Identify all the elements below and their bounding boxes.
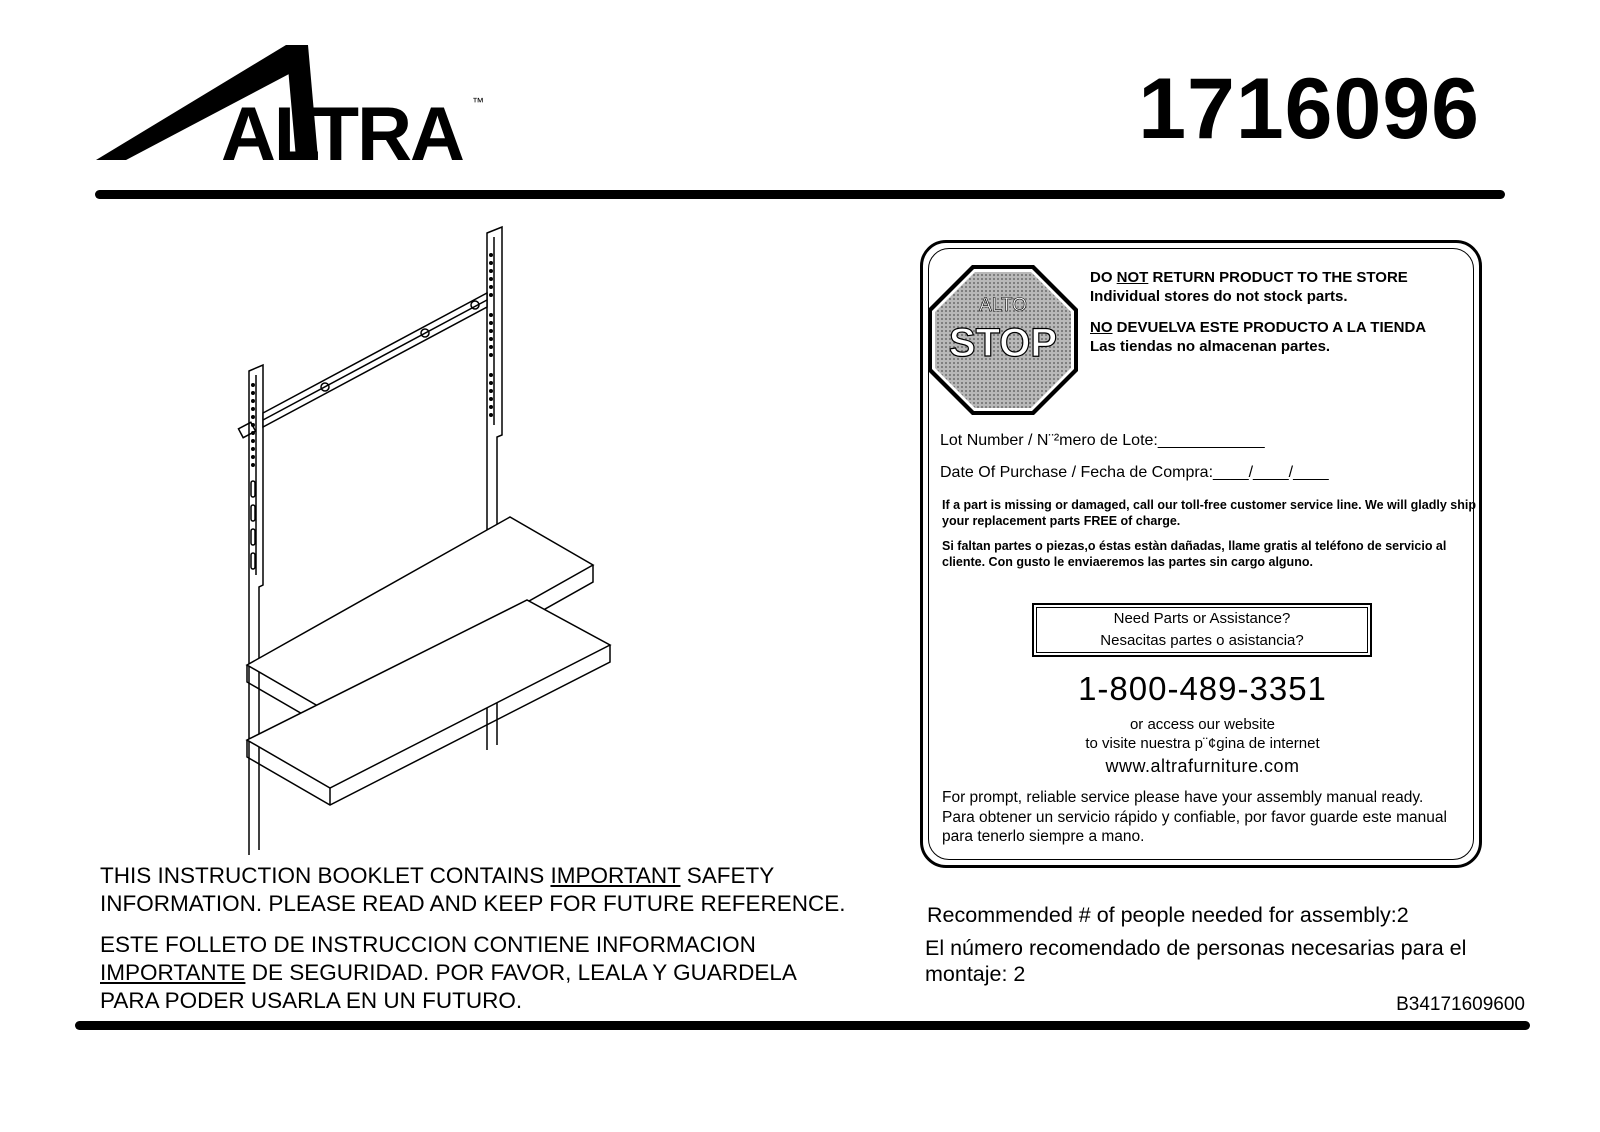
- stop-sign-icon: [928, 265, 1078, 415]
- altra-logo: [96, 40, 516, 170]
- safety-en-line1: THIS INSTRUCTION BOOKLET CONTAINS IMPORTANT SAFETY: [100, 863, 775, 888]
- prompt-service-es: Para obtener un servicio rápido y confiable, por favor guarde este manual para tenerlo siempre a mano.: [942, 809, 1447, 845]
- purchase-date-field: Date Of Purchase / Fecha de Compra:____/____/____: [940, 464, 1329, 481]
- assembly-people-en: Recommended # of people needed for assembly:2: [927, 903, 1409, 927]
- model-number: 1716096: [1138, 61, 1480, 157]
- assistance-es: Nesacitas partes o asistancia?: [1100, 632, 1304, 649]
- tv-stand-illustration: [225, 225, 645, 855]
- website-intro-es: to visite nuestra p¨¢gina de internet: [1085, 735, 1320, 752]
- no-stock-es: Las tiendas no almacenan partes.: [1090, 338, 1331, 355]
- no-stock-en: Individual stores do not stock parts.: [1090, 288, 1348, 305]
- website-intro-en: or access our website: [1129, 716, 1276, 733]
- no-return-es: NO DEVUELVA ESTE PRODUCTO A LA TIENDA: [1090, 319, 1427, 336]
- assembly-people-es-line2: montaje: 2: [925, 962, 1026, 986]
- missing-parts-en: If a part is missing or damaged, call our toll-free customer service line. We will gladly ship your replacement parts FREE of charge.: [942, 498, 1476, 528]
- assistance-box: [1032, 603, 1372, 657]
- brand-wordmark: ALTRA: [221, 92, 463, 170]
- phone-number[interactable]: 1-800-489-3351: [1078, 670, 1327, 707]
- document-id: B34171609600: [1396, 994, 1525, 1015]
- missing-parts-es: Si faltan partes o piezas,o éstas estàn dañadas, llame gratis al teléfono de servicio al cliente. Con gusto le enviaeremos las partes sin cargo alguno.: [942, 539, 1447, 569]
- lot-number-field: Lot Number / N¨²mero de Lote:____________: [940, 432, 1265, 449]
- prompt-service-en: For prompt, reliable service please have your assembly manual ready.: [942, 789, 1424, 806]
- safety-es-line3: PARA PODER USARLA EN UN FUTURO.: [100, 988, 523, 1013]
- no-return-en: DO NOT RETURN PRODUCT TO THE STORE: [1090, 269, 1408, 286]
- safety-es-line1: ESTE FOLLETO DE INSTRUCCION CONTIENE INFORMACION: [100, 932, 756, 957]
- website-link[interactable]: www.altrafurniture.com: [1105, 756, 1300, 776]
- footer-divider: [75, 1021, 1530, 1030]
- assembly-people-es-line1: El número recomendado de personas necesarias para el: [925, 936, 1467, 960]
- assistance-en: Need Parts or Assistance?: [1113, 610, 1291, 627]
- safety-en-line2: INFORMATION. PLEASE READ AND KEEP FOR FUTURE REFERENCE.: [100, 891, 846, 916]
- stop-sign-stop: STOP: [948, 321, 1058, 365]
- safety-es-line2: IMPORTANTE DE SEGURIDAD. POR FAVOR, LEALA Y GUARDELA: [100, 960, 797, 985]
- trademark-symbol: ™: [472, 95, 484, 109]
- stop-sign-alto: ALTO: [979, 295, 1027, 316]
- header-divider: [95, 190, 1505, 199]
